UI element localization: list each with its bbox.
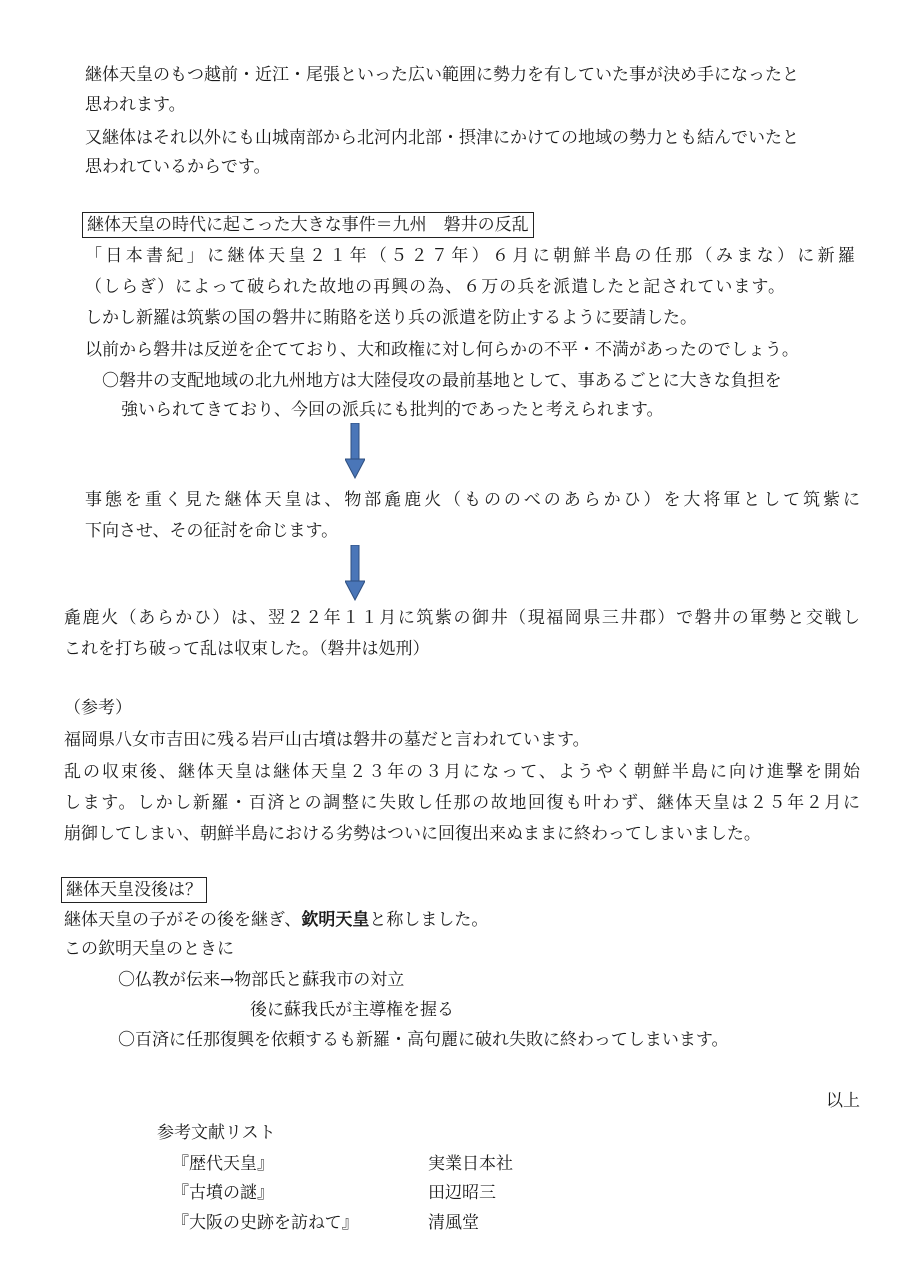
bibliography-title: 参考文献リスト [157,1123,276,1143]
iwai-line4: 以前から磐井は反逆を企てており、大和政権に対し何らかの不平・不満があったのでしょう。 [85,340,799,360]
after-line1-post: と称しました。 [369,910,489,930]
after-bullet1: 〇仏教が伝来→物部氏と蘇我市の対立 [118,970,405,990]
intro-p2-line1: 又継体はそれ以外にも山城南部から北河内北部・摂津にかけての地域の勢力とも結んでいたと [85,128,799,148]
iwai-bullet-line1: 〇磐井の支配地域の北九州地方は大陸侵攻の最前基地として、事あるごとに大きな負担を [102,371,782,391]
mid-line2: 下向させ、その征討を命じます。 [85,521,339,541]
reference-line1: 福岡県八女市吉田に残る岩戸山古墳は磐井の墓だと言われています。 [64,730,590,750]
bibliography-item-title: 『歴代天皇』 [172,1154,274,1174]
bibliography-item-publisher: 田辺昭三 [428,1183,496,1203]
iwai-line1: 「日本書紀」に継体天皇２１年（５２７年）６月に朝鮮半島の任那（みまな）に新羅 [85,246,855,266]
intro-p2-line2: 思われているからです。 [85,157,271,177]
end-line1: 麁鹿火（あらかひ）は、翌２２年１１月に筑紫の御井（現福岡県三井郡）で磐井の軍勢と交戦し [64,608,860,628]
bibliography-item-publisher: 清風堂 [428,1213,479,1233]
after-line2: この欽明天皇のときに [64,939,234,959]
reference-line3: します。しかし新羅・百済との調整に失敗し任那の故地回復も叶わず、継体天皇は２５年２月に [64,793,860,813]
after-line1-pre: 継体天皇の子がその後を継ぎ、 [64,910,302,930]
intro-p1-line2: 思われます。 [85,95,186,115]
iwai-line2: （しらぎ）によって破られた故地の再興の為、６万の兵を派遣したと記されています。 [85,277,785,297]
bibliography-item-title: 『大阪の史跡を訪ねて』 [172,1213,359,1233]
reference-line2: 乱の収束後、継体天皇は継体天皇２３年の３月になって、ようやく朝鮮半島に向け進撃を開始 [64,762,860,782]
section-heading-iwai: 継体天皇の時代に起こった大きな事件＝九州 磐井の反乱 [82,212,534,238]
iwai-bullet-line2: 強いられてきており、今回の派兵にも批判的であったと考えられます。 [121,400,664,420]
section-heading-after: 継体天皇没後は？ [61,877,207,903]
end-line2: これを打ち破って乱は収束した。（磐井は処刑） [64,639,430,659]
reference-line4: 崩御してしまい、朝鮮半島における劣勢はついに回復出来ぬままに終わってしまいました。 [64,824,761,844]
reference-label: （参考） [64,698,132,718]
intro-p1-line1: 継体天皇のもつ越前・近江・尾張といった広い範囲に勢力を有していた事が決め手になったと [85,65,799,85]
emperor-kinmei: 欽明天皇 [301,910,370,930]
down-arrow-icon [345,423,365,479]
bibliography-item-publisher: 実業日本社 [428,1154,513,1174]
after-bullet1-sub: 後に蘇我氏が主導権を握る [250,1000,454,1020]
after-line1 [64,909,488,931]
bibliography-item-title: 『古墳の謎』 [172,1183,274,1203]
closing-mark: 以上 [826,1091,860,1111]
down-arrow-icon [345,545,365,601]
mid-line1: 事態を重く見た継体天皇は、物部麁鹿火（もののべのあらかひ）を大将軍として筑紫に [85,490,860,510]
after-bullet2: 〇百済に任那復興を依頼するも新羅・高句麗に破れ失敗に終わってしまいます。 [118,1030,729,1050]
iwai-line3: しかし新羅は筑紫の国の磐井に賄賂を送り兵の派遣を防止するように要請した。 [85,308,697,328]
